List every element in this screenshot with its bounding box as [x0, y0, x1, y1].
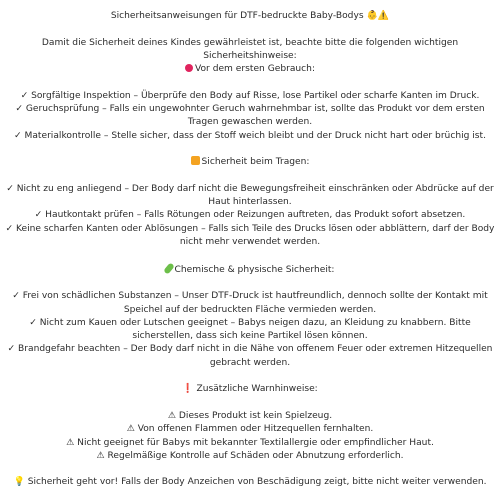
- list-item-continuation: sicherstellen, dass sich keine Partikel lösen können.: [132, 331, 368, 342]
- light-bulb-icon: 💡: [13, 477, 25, 488]
- footer-text: Sicherheit geht vor! Falls der Body Anzeichen von Beschädigung zeigt, bitte nicht weiter verwenden.: [27, 477, 487, 488]
- list-item: ✓ Keine scharfen Kanten oder Ablösungen – Falls sich Teile des Drucks lösen oder abblättern, darf der Body: [5, 223, 495, 234]
- list-item-continuation: Speichel auf der bedruckten Fläche vermieden werden.: [123, 304, 377, 315]
- section-chemical-heading: [0, 263, 500, 277]
- exclamation-icon: ❗: [182, 384, 194, 395]
- warning-item: ⚠ Dieses Produkt ist kein Spielzeug.: [167, 410, 333, 421]
- red-circle-icon: [185, 64, 193, 72]
- section-heading-text: Vor dem ersten Gebrauch:: [194, 64, 316, 75]
- warning-item: ⚠ Regelmäßige Kontrolle auf Schäden oder Abnutzung erforderlich.: [96, 450, 404, 461]
- section-heading-text: Sicherheit beim Tragen:: [201, 157, 310, 168]
- warning-icon: [191, 156, 200, 165]
- pill-icon: [163, 262, 175, 274]
- footer-note: [0, 476, 500, 489]
- warning-item: ⚠ Von offenen Flammen oder Hitzequellen fernhalten.: [126, 424, 374, 435]
- section-before-first-use-heading: [0, 63, 500, 76]
- list-item: ✓ Nicht zu eng anliegend – Der Body darf nicht die Bewegungsfreiheit einschränken oder Abdrücke auf der: [6, 183, 494, 194]
- list-item-continuation: Tragen gewaschen werden.: [187, 117, 313, 128]
- section-additional-warnings-heading: [0, 383, 500, 396]
- intro-text-line-2: Sicherheitshinweise:: [203, 50, 297, 61]
- document-title: Sicherheitsanweisungen für DTF-bedruckte Baby-Bodys 👶⚠️: [110, 11, 390, 21]
- list-item: ✓ Frei von schädlichen Substanzen – Unser DTF-Druck ist hautfreundlich, dennoch sollte der Kontakt mit: [12, 291, 488, 302]
- list-item: ✓ Sorgfältige Inspektion – Überprüfe den Body auf Risse, lose Partikel oder scharfe Kanten im Druck.: [20, 90, 480, 101]
- warning-item: ⚠ Nicht geeignet für Babys mit bekannter Textilallergie oder empfindlicher Haut.: [66, 437, 434, 448]
- list-item: ✓ Geruchsprüfung – Falls ein ungewohnter Geruch wahrnehmbar ist, sollte das Produkt vor dem ersten: [15, 104, 485, 115]
- list-item-continuation: gebracht werden.: [209, 357, 291, 368]
- list-item: ✓ Brandgefahr beachten – Der Body darf nicht in die Nähe von offenem Feuer oder extremen Hitzequellen: [7, 344, 493, 355]
- section-wearing-heading: [0, 156, 500, 169]
- list-item: ✓ Nicht zum Kauen oder Lutschen geeignet – Babys neigen dazu, an Kleidung zu knabbern. Bitte: [29, 317, 471, 328]
- list-item: ✓ Hautkontakt prüfen – Falls Rötungen oder Reizungen auftreten, das Produkt sofort absetzen.: [34, 210, 466, 221]
- section-heading-text: Chemische & physische Sicherheit:: [174, 264, 335, 275]
- list-item-continuation: nicht mehr verwendet werden.: [179, 237, 321, 248]
- section-heading-text: Zusätzliche Warnhinweise:: [196, 384, 318, 395]
- intro-text-line-1: Damit die Sicherheit deines Kindes gewährleistet ist, beachte bitte die folgenden wichtigen: [41, 37, 459, 48]
- list-item: ✓ Materialkontrolle – Stelle sicher, dass der Stoff weich bleibt und der Druck nicht hart oder brüchig ist.: [13, 130, 486, 141]
- list-item-continuation: Haut hinterlassen.: [208, 197, 292, 208]
